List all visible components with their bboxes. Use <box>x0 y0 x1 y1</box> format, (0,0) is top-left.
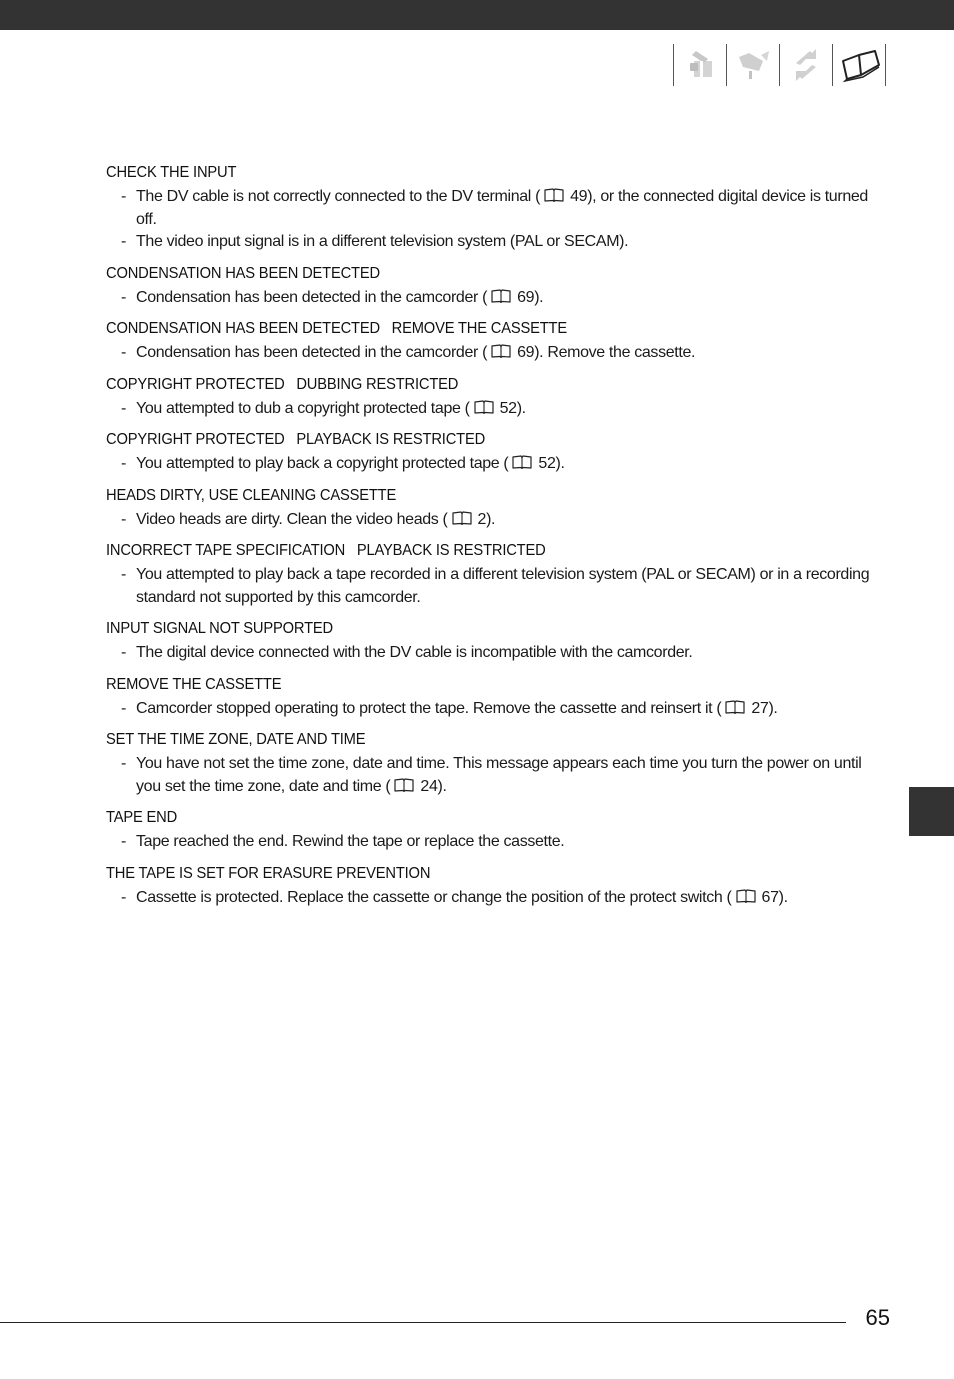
page-reference: 52). <box>538 455 565 472</box>
description-text: The video input signal is in a different television system (PAL or SECAM). <box>136 233 629 250</box>
list-dash: - <box>121 288 126 306</box>
page-reference: 24). <box>420 777 447 795</box>
message-title: REMOVE THE CASSETTE <box>106 675 282 693</box>
page-reference: 2). <box>477 510 496 528</box>
description-text: You attempted to play back a copyright protected tape ( <box>136 455 509 472</box>
gift-camera-icon[interactable] <box>673 44 726 86</box>
message-title: TAPE END <box>106 809 178 826</box>
camcorder-icon[interactable] <box>726 44 779 86</box>
page-reference: 67). <box>761 888 788 906</box>
message-title: COPYRIGHT PROTECTED PLAYBACK IS RESTRICTED <box>106 431 486 448</box>
list-dash: - <box>121 699 126 717</box>
description-text: Tape reached the end. Rewind the tape or replace the cassette. <box>136 833 565 850</box>
message-description <box>106 887 888 910</box>
message-description <box>106 642 888 665</box>
message-description <box>106 186 888 231</box>
page-reference: 49), or the connected digital device is turned off. <box>136 188 868 228</box>
message-title: THE TAPE IS SET FOR ERASURE PREVENTION <box>106 864 431 882</box>
message-title: CHECK THE INPUT <box>106 164 237 181</box>
message-entry <box>106 674 888 721</box>
description-text: You attempted to play back a tape recorded in a different television system (PAL or SECAM) or in a recording standard not supported by this camcorder. <box>136 566 870 606</box>
message-title: INCORRECT TAPE SPECIFICATION PLAYBACK IS RESTRICTED <box>106 542 546 559</box>
message-title: CONDENSATION HAS BEEN DETECTED <box>106 264 380 282</box>
error-message-list <box>106 162 888 918</box>
description-text: The digital device connected with the DV cable is incompatible with the camcorder. <box>136 644 693 661</box>
book-reference-icon <box>544 188 564 202</box>
message-entry <box>106 540 888 609</box>
book-reference-icon <box>452 511 472 525</box>
page-reference: 69). Remove the cassette. <box>517 344 696 361</box>
list-dash: - <box>121 455 126 472</box>
description-text: The DV cable is not correctly connected to the DV terminal ( <box>136 188 541 205</box>
message-description <box>106 453 888 476</box>
book-reference-icon <box>491 289 511 303</box>
description-text: You have not set the time zone, date and time. This message appears each time you turn the power on until you set the time zone, date and time ( <box>136 755 862 795</box>
book-reference-icon <box>736 889 756 903</box>
message-description <box>106 831 888 854</box>
list-dash: - <box>121 344 126 361</box>
message-entry <box>106 429 888 476</box>
message-entry <box>106 807 888 854</box>
page-number: 65 <box>865 1305 890 1330</box>
message-description <box>106 342 888 365</box>
message-entry <box>106 374 888 421</box>
description-text: Video heads are dirty. Clean the video heads ( <box>136 510 448 528</box>
book-reference-icon <box>725 700 745 714</box>
page-reference: 69). <box>517 288 544 306</box>
message-entry <box>106 729 888 798</box>
description-text: Condensation has been detected in the camcorder ( <box>136 344 488 361</box>
description-text: You attempted to dub a copyright protected tape ( <box>136 399 470 417</box>
list-dash: - <box>121 566 126 583</box>
list-dash: - <box>121 188 126 205</box>
book-reference-icon <box>512 455 532 469</box>
book-reference-icon <box>491 344 511 358</box>
list-dash: - <box>121 755 126 772</box>
list-dash: - <box>121 888 126 906</box>
message-title: INPUT SIGNAL NOT SUPPORTED <box>106 620 333 637</box>
list-dash: - <box>121 644 126 661</box>
description-text: Condensation has been detected in the camcorder ( <box>136 288 488 306</box>
message-description <box>106 564 888 609</box>
message-entry <box>106 618 888 665</box>
message-description <box>106 287 888 310</box>
footer-rule <box>0 1322 846 1323</box>
message-entry <box>106 318 888 365</box>
message-description <box>106 753 888 798</box>
description-text: Camcorder stopped operating to protect the tape. Remove the cassette and reinsert it ( <box>136 699 722 717</box>
message-entry <box>106 485 888 532</box>
book-reference-icon <box>474 400 494 414</box>
page-reference: 27). <box>751 699 778 717</box>
list-dash: - <box>121 510 126 528</box>
message-description <box>106 231 888 254</box>
message-title: SET THE TIME ZONE, DATE AND TIME <box>106 731 366 748</box>
message-description <box>106 509 888 532</box>
page-reference: 52). <box>499 399 526 417</box>
message-title: HEADS DIRTY, USE CLEANING CASSETTE <box>106 486 397 504</box>
section-icons <box>673 44 887 86</box>
message-entry <box>106 863 888 910</box>
book-reference-icon <box>394 778 414 792</box>
transfer-arrows-icon[interactable] <box>779 44 832 86</box>
open-book-icon[interactable] <box>832 44 886 86</box>
description-text: Cassette is protected. Replace the cassette or change the position of the protect switch ( <box>136 888 732 906</box>
message-title: COPYRIGHT PROTECTED DUBBING RESTRICTED <box>106 375 459 393</box>
top-header-bar <box>0 0 954 30</box>
message-description <box>106 698 888 721</box>
message-entry <box>106 263 888 310</box>
message-entry <box>106 162 888 254</box>
list-dash: - <box>121 233 126 250</box>
list-dash: - <box>121 833 126 850</box>
message-description <box>106 398 888 421</box>
chapter-tab <box>909 787 954 836</box>
list-dash: - <box>121 399 126 417</box>
message-title: CONDENSATION HAS BEEN DETECTED REMOVE THE CASSETTE <box>106 320 568 337</box>
